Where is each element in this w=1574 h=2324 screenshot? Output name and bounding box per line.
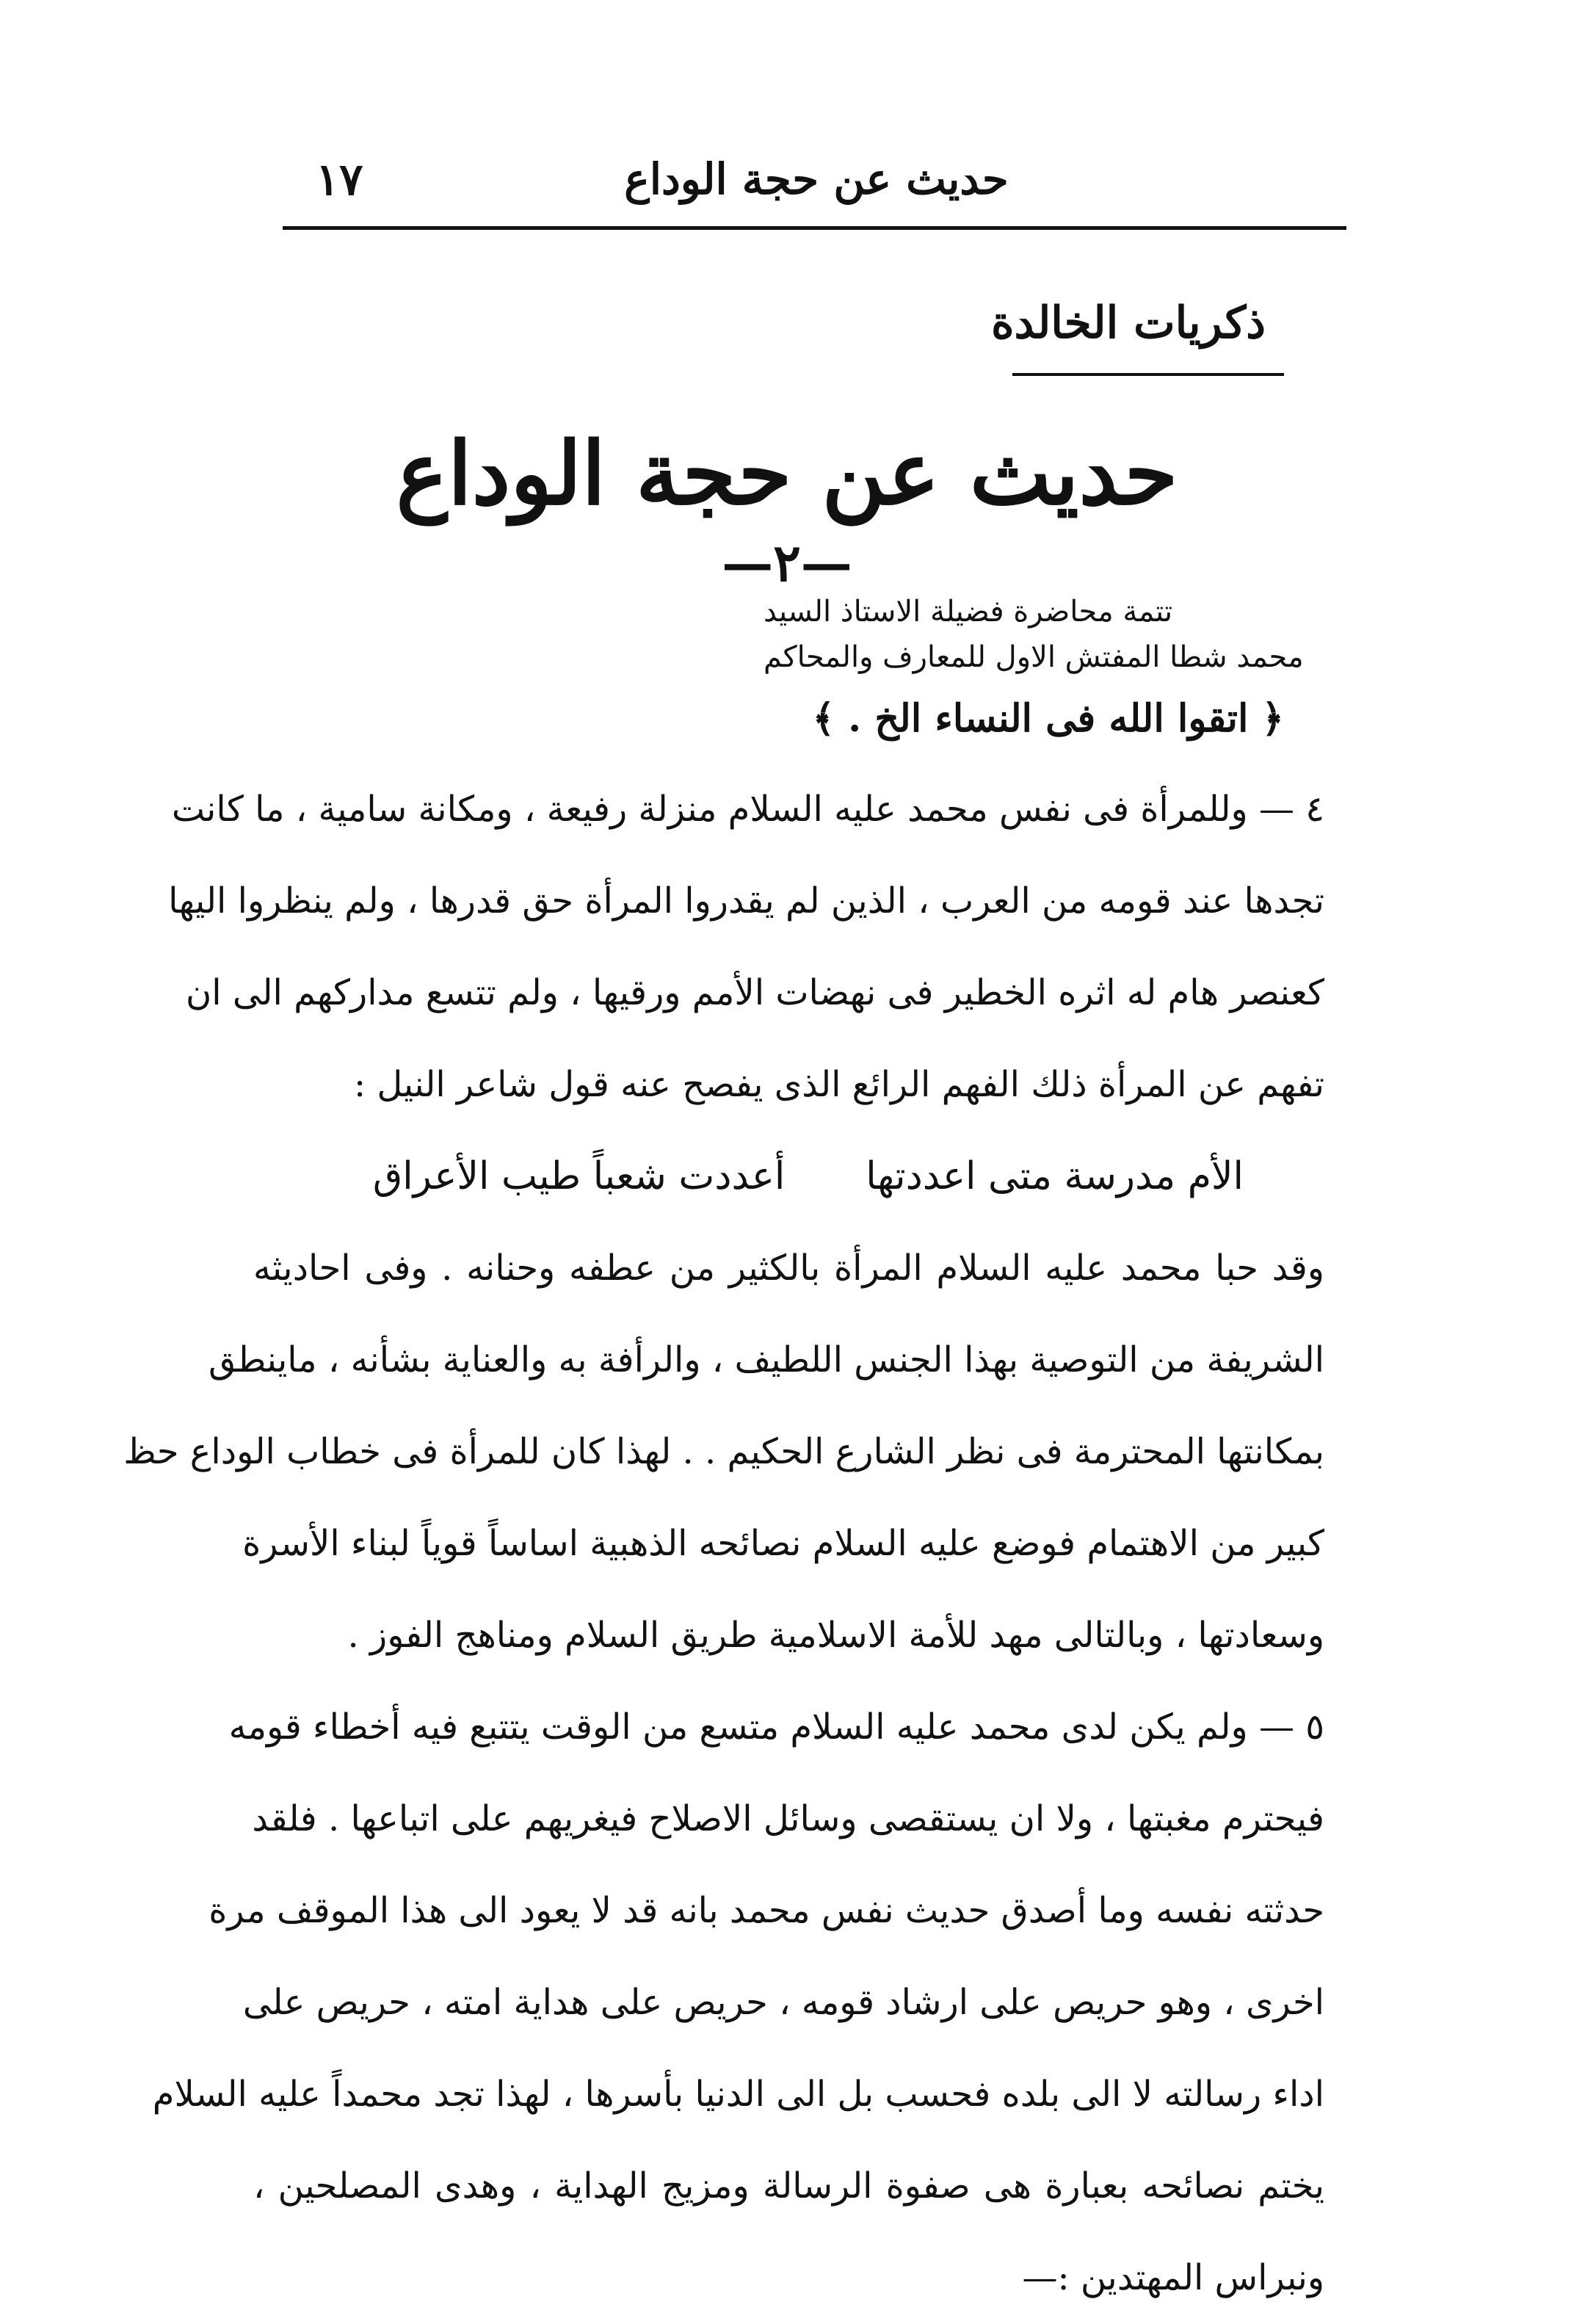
verse-hemistich: أعددت شعباً طيب الأعراق: [372, 1154, 786, 1198]
header-rule: [283, 226, 1346, 230]
page-number: ١٧: [316, 154, 363, 206]
text-line: ٥ — ولم يكن لدى محمد عليه السلام متسع من الوقت يتتبع فيه أخطاء قومه: [228, 1706, 1324, 1748]
text-line: كعنصر هام له اثره الخطير فى نهضات الأمم ورقيها ، ولم تتسع مداركهم الى ان: [186, 972, 1324, 1013]
paragraph: [168, 764, 1324, 1131]
article-title: حديث عن حجة الوداع: [396, 422, 1178, 524]
paragraph: [152, 1682, 1325, 2324]
text-line: تفهم عن المرأة ذلك الفهم الرائع الذى يفصح عنه قول شاعر النيل :: [354, 1064, 1324, 1105]
text-line: الشريفة من التوصية بهذا الجنس اللطيف ، والرأفة به والعناية بشأنه ، ماينطق: [208, 1339, 1324, 1380]
text-line: تجدها عند قومه من العرب ، الذين لم يقدروا المرأة حق قدرها ، ولم ينظروا اليها: [168, 880, 1324, 922]
running-header: [294, 140, 1339, 220]
verse-hemistich: الأم مدرسة متى اعددتها: [866, 1154, 1244, 1198]
text-line: يختم نصائحه بعبارة هى صفوة الرسالة ومزيج الهداية ، وهدى المصلحين ،: [253, 2165, 1325, 2207]
text-line: وسعادتها ، وبالتالى مهد للأمة الاسلامية طريق السلام ومناهج الفوز .: [347, 1615, 1324, 1656]
running-title: حديث عن حجة الوداع: [624, 154, 1009, 204]
text-line: حدثته نفسه وما أصدق حديث نفس محمد بانه قد لا يعود الى هذا الموقف مرة: [208, 1890, 1324, 1931]
paragraph: [123, 1223, 1324, 1682]
text-line: كبير من الاهتمام فوضع عليه السلام نصائحه الذهبية اساساً قوياً لبناء الأسرة: [242, 1523, 1324, 1564]
epigraph: ﴿ اتقوا الله فى النساء الخ . ﴾: [812, 696, 1284, 741]
text-line: وقد حبا محمد عليه السلام المرأة بالكثير من عطفه وحنانه . وفى احاديثه: [253, 1248, 1324, 1289]
byline-line: تتمة محاضرة فضيلة الاستاذ السيد: [764, 595, 1173, 629]
text-line: فيحترم مغبتها ، ولا ان يستقصى وسائل الاصلاح فيغريهم على اتباعها . فلقد: [252, 1798, 1324, 1839]
body-text: [123, 764, 1325, 2324]
part-number: —٢—: [722, 532, 852, 593]
text-line: بمكانتها المحترمة فى نظر الشارع الحكيم . . لهذا كان للمرأة فى خطاب الوداع حظ: [123, 1431, 1324, 1472]
section-label: ذكريات الخالدة: [991, 297, 1266, 349]
byline-line: محمد شطا المفتش الاول للمعارف والمحاكم: [764, 640, 1304, 674]
poem-verse: [253, 1131, 1324, 1223]
text-line: اخرى ، وهو حريص على ارشاد قومه ، حريص على هداية امته ، حريص على: [242, 1982, 1324, 2023]
section-underline: [1012, 373, 1284, 376]
text-line: اداء رسالته لا الى بلده فحسب بل الى الدنيا بأسرها ، لهذا تجد محمداً عليه السلام: [152, 2074, 1324, 2115]
text-line: ٤ — وللمرأة فى نفس محمد عليه السلام منزلة رفيعة ، ومكانة سامية ، ما كانت: [171, 789, 1324, 830]
text-line: ونبراس المهتدين :—: [1022, 2257, 1324, 2298]
